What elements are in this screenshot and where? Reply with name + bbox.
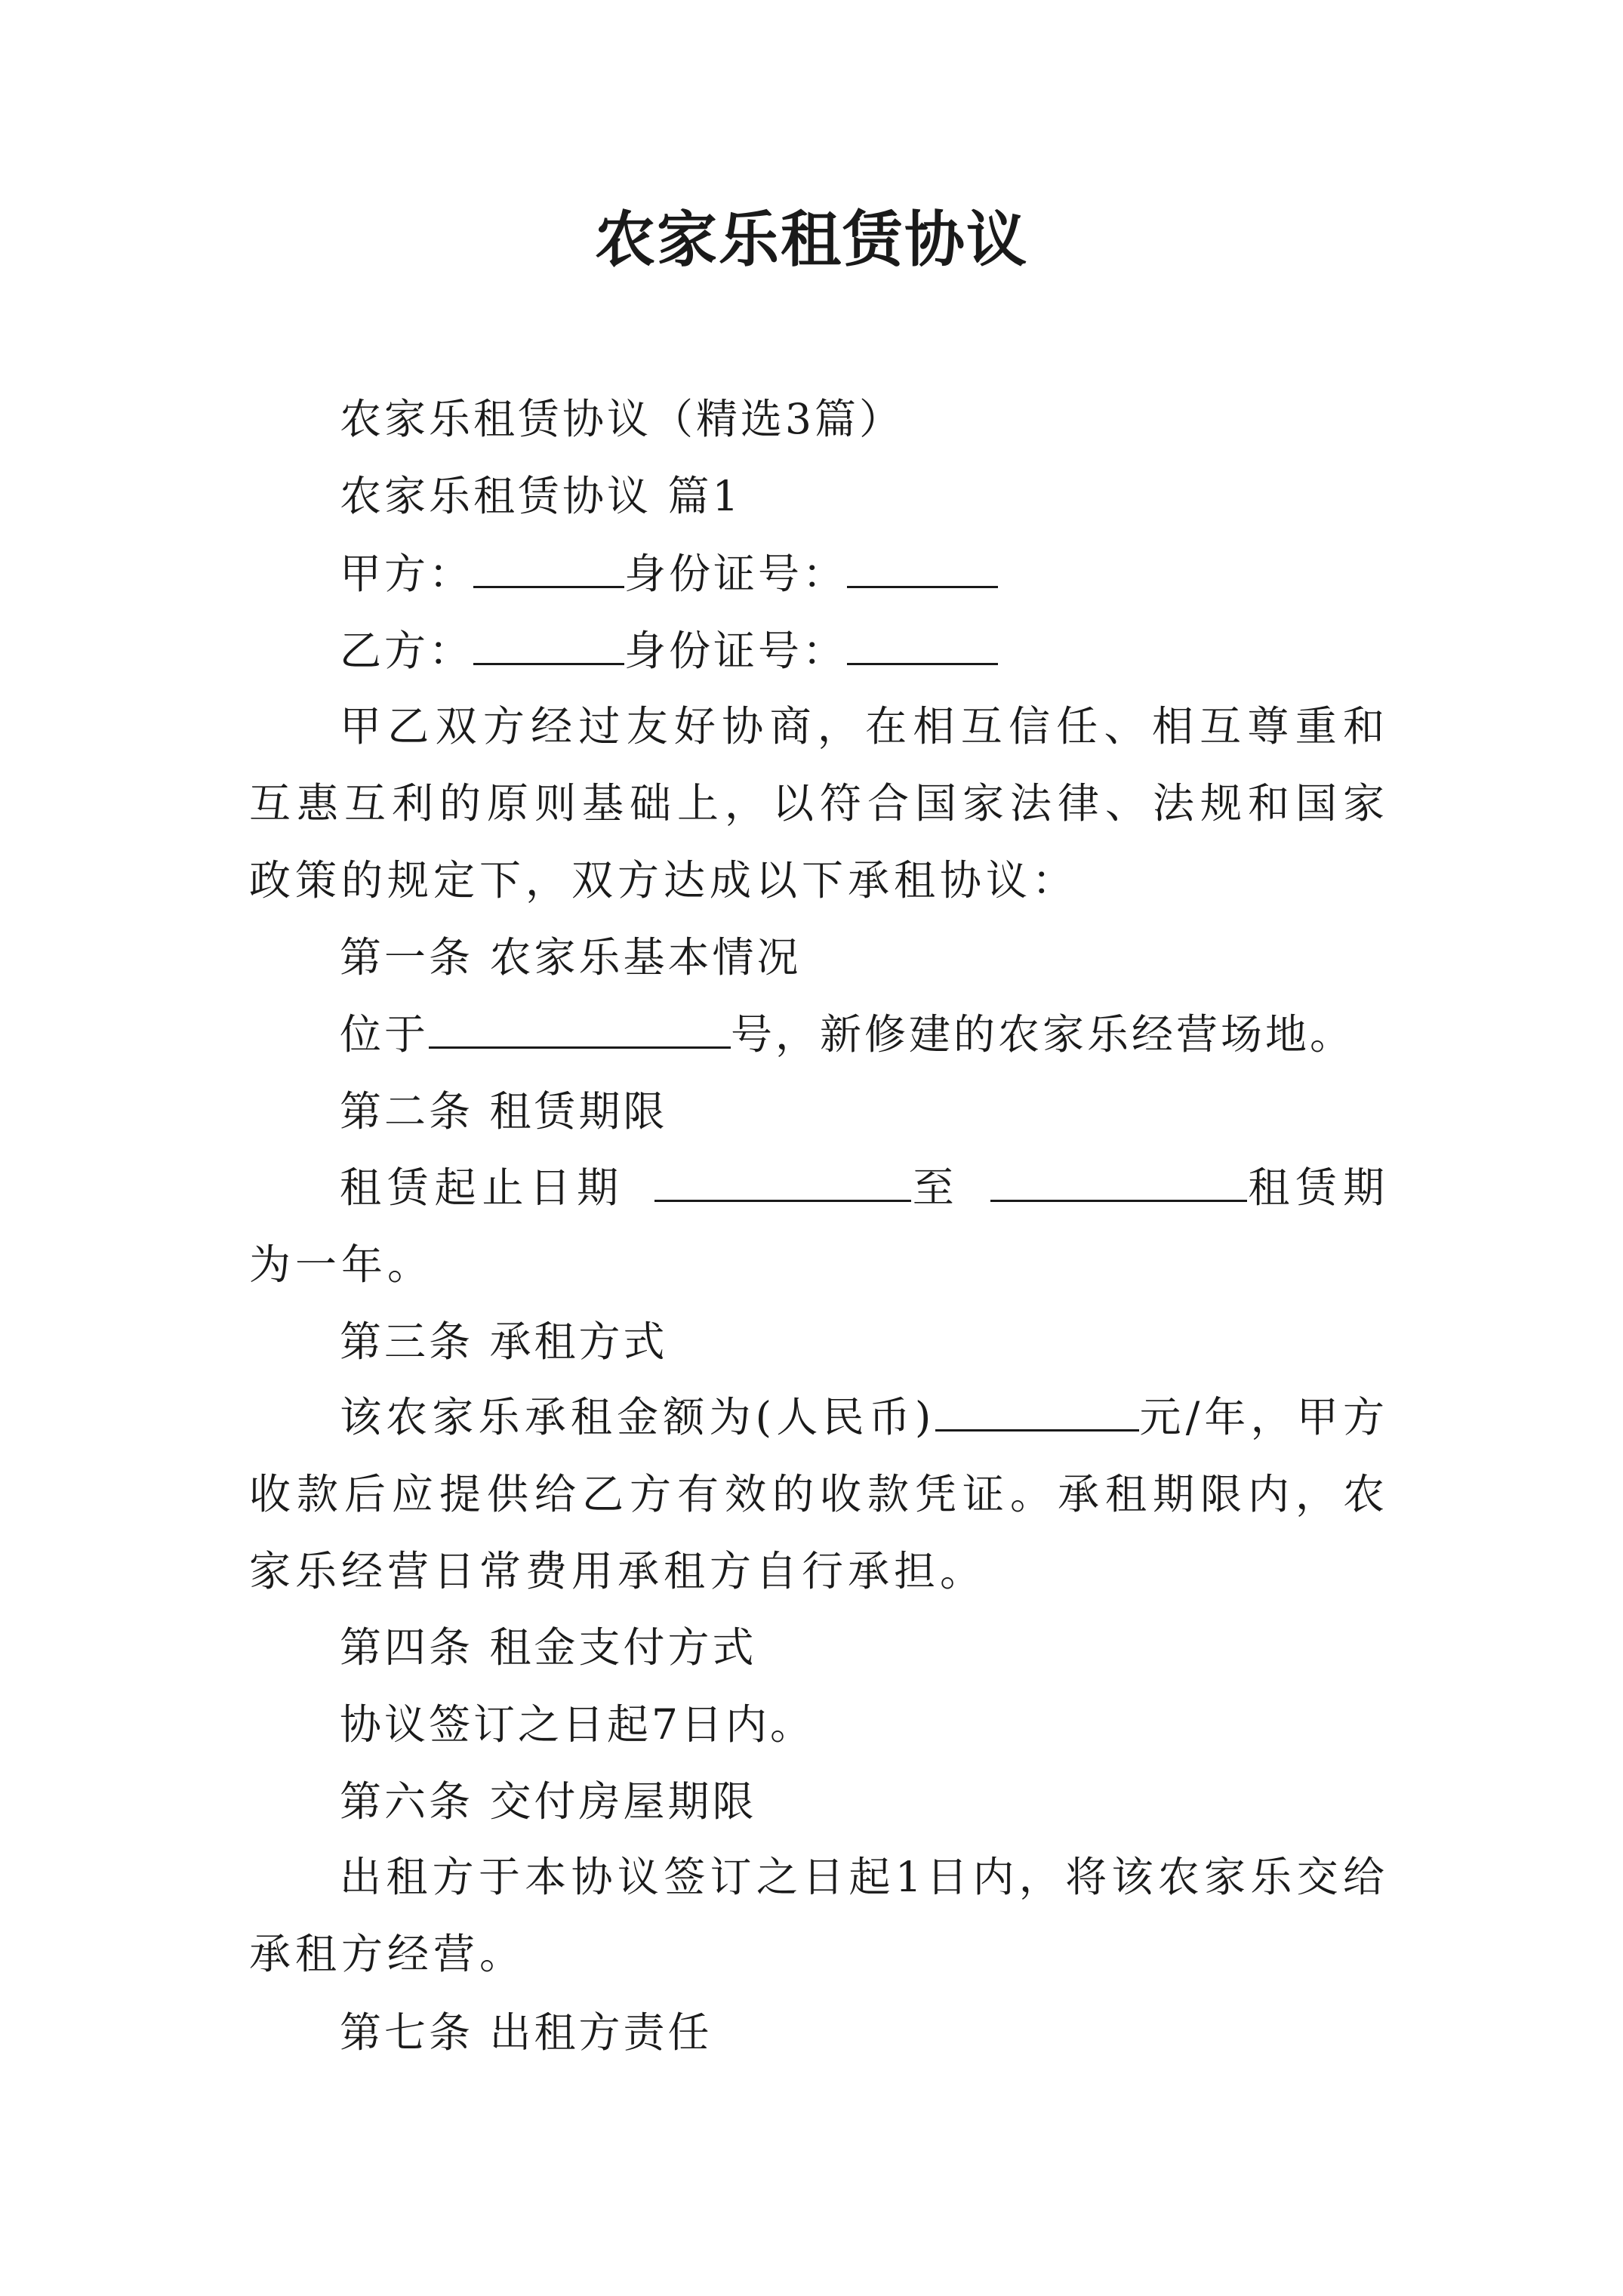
article4-body: 协议签订之日起7日内。 [340,1700,815,1749]
article2-suffix: 租赁期为一年。 [249,1163,1389,1289]
article6-body: 出租方于本协议签订之日起1日内，将该农家乐交给承租方经营。 [249,1853,1389,1978]
article6-heading: 第六条 交付房屋期限 [340,1777,757,1826]
party-b-line [340,621,1472,681]
article3-suffix: 元/年，甲方收款后应提供给乙方有效的收款凭证。承租期限内，农家乐经营日常费用承租方自行承担。 [249,1393,1389,1595]
party-b-label: 乙方： [340,627,474,675]
party-a-id-blank[interactable] [847,544,998,588]
party-a-id-label: 身份证号： [624,550,848,598]
article1-body [340,1004,1472,1065]
article2-body [249,1149,1389,1303]
start-date-blank[interactable] [654,1157,911,1202]
party-b-id-blank[interactable] [847,621,998,665]
article1-suffix: 号，新修建的农家乐经营场地。 [731,1010,1355,1059]
party-a-name-blank[interactable] [473,544,624,588]
article3-heading: 第三条 承租方式 [340,1318,668,1366]
intro-paragraph: 甲乙双方经过友好协商，在相互信任、相互尊重和互惠互利的原则基础上，以符合国家法律、法规和国家政策的规定下，双方达成以下承租协议： [249,702,1389,905]
location-blank[interactable] [429,1004,731,1049]
document-title: 农家乐租赁协议 [595,204,1028,275]
article7-heading: 第七条 出租方责任 [340,2008,713,2057]
article3-body [249,1379,1389,1610]
article2-prefix: 租赁起止日期 [340,1163,624,1212]
article4-heading: 第四条 租金支付方式 [340,1623,757,1672]
party-b-id-label: 身份证号： [624,627,848,675]
document-subtitle: 农家乐租赁协议（精选3篇） [340,395,904,443]
party-a-line [340,544,1472,604]
end-date-blank[interactable] [990,1157,1247,1202]
article1-prefix: 位于 [340,1010,430,1059]
rent-amount-blank[interactable] [935,1387,1139,1432]
article3-prefix: 该农家乐承租金额为(人民币) [340,1393,936,1441]
article2-middle: 至 [910,1163,960,1212]
article2-heading: 第二条 租赁期限 [340,1087,668,1136]
party-b-name-blank[interactable] [473,621,624,665]
article1-heading: 第一条 农家乐基本情况 [340,933,802,982]
section-heading: 农家乐租赁协议 篇1 [340,472,742,520]
party-a-label: 甲方： [340,550,474,598]
